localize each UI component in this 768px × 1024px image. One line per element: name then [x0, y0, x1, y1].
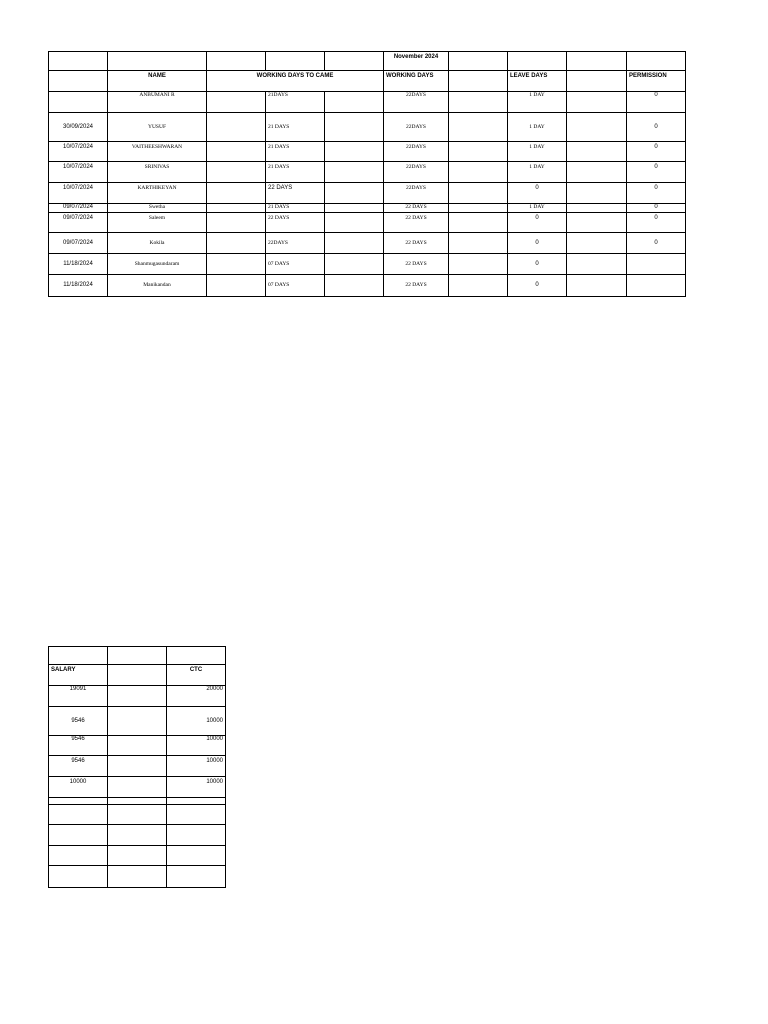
row-leave-days: 0 — [508, 233, 567, 254]
row-ctc: 10000 — [167, 707, 226, 736]
row-ctc: 10000 — [167, 736, 226, 756]
row-salary — [49, 805, 108, 825]
header-row — [49, 71, 686, 92]
row-name: KARTHIKEYAN — [108, 183, 207, 204]
salary-header-row — [49, 665, 226, 686]
row-name: SRINIVAS — [108, 162, 207, 183]
row-date: 30/09/2024 — [49, 113, 108, 142]
table-row — [49, 777, 226, 798]
row-date: 10/07/2024 — [49, 142, 108, 162]
row-days-came: 07 DAYS — [266, 275, 325, 297]
row-date: 11/18/2024 — [49, 254, 108, 275]
table-row — [49, 254, 686, 275]
table-row — [49, 798, 226, 805]
table-row — [49, 142, 686, 162]
row-salary: 9546 — [49, 756, 108, 777]
row-salary — [49, 798, 108, 805]
table-row — [49, 805, 226, 825]
row-name: Manikandan — [108, 275, 207, 297]
row-date: 10/07/2024 — [49, 162, 108, 183]
row-working-days: 22DAYS — [384, 162, 449, 183]
row-salary: 10000 — [49, 777, 108, 798]
row-ctc: 10000 — [167, 756, 226, 777]
header-salary: SALARY — [49, 665, 108, 686]
row-working-days: 22 DAYS — [384, 204, 449, 213]
header-working-days: WORKING DAYS — [384, 71, 449, 92]
table-row — [49, 183, 686, 204]
row-date — [49, 92, 108, 113]
row-leave-days: 1 DAY — [508, 204, 567, 213]
header-name: NAME — [108, 71, 207, 92]
row-name: Saleem — [108, 213, 207, 233]
title-row — [49, 52, 686, 71]
row-leave-days: 0 — [508, 254, 567, 275]
row-date: 09/07/2024 — [49, 233, 108, 254]
header-ctc: CTC — [167, 665, 226, 686]
row-leave-days: 0 — [508, 213, 567, 233]
row-days-came: 22DAYS — [266, 233, 325, 254]
row-working-days: 22DAYS — [384, 113, 449, 142]
table-row — [49, 736, 226, 756]
table-row — [49, 707, 226, 736]
table-row — [49, 825, 226, 846]
row-salary — [49, 846, 108, 866]
row-days-came: 21 DAYS — [266, 142, 325, 162]
row-permission: 0 — [627, 213, 686, 233]
row-leave-days: 1 DAY — [508, 142, 567, 162]
table-row — [49, 275, 686, 297]
row-name: YUSUF — [108, 113, 207, 142]
row-working-days: 22DAYS — [384, 183, 449, 204]
row-salary: 19091 — [49, 686, 108, 707]
row-permission: 0 — [627, 142, 686, 162]
row-leave-days: 1 DAY — [508, 162, 567, 183]
attendance-table — [48, 51, 686, 297]
row-permission: 0 — [627, 183, 686, 204]
row-ctc — [167, 798, 226, 805]
row-permission — [627, 254, 686, 275]
row-leave-days: 1 DAY — [508, 92, 567, 113]
table-row — [49, 162, 686, 183]
row-date: 11/18/2024 — [49, 275, 108, 297]
row-permission: 0 — [627, 233, 686, 254]
row-ctc — [167, 846, 226, 866]
table-row — [49, 846, 226, 866]
month-title: November 2024 — [384, 52, 449, 71]
row-salary: 9546 — [49, 707, 108, 736]
row-leave-days: 0 — [508, 275, 567, 297]
table-row — [49, 756, 226, 777]
table-row — [49, 233, 686, 254]
row-salary — [49, 825, 108, 846]
row-days-came: 07 DAYS — [266, 254, 325, 275]
row-working-days: 22DAYS — [384, 92, 449, 113]
row-salary — [49, 866, 108, 888]
row-name: Kokila — [108, 233, 207, 254]
header-leave-days: LEAVE DAYS — [508, 71, 567, 92]
table-row — [49, 113, 686, 142]
row-leave-days: 1 DAY — [508, 113, 567, 142]
row-working-days: 22 DAYS — [384, 213, 449, 233]
table-row — [49, 866, 226, 888]
table-row — [49, 686, 226, 707]
salary-table — [48, 646, 226, 888]
row-ctc — [167, 866, 226, 888]
row-ctc — [167, 805, 226, 825]
row-ctc — [167, 825, 226, 846]
salary-blank-row — [49, 647, 226, 665]
row-date: 10/07/2024 — [49, 183, 108, 204]
row-working-days: 22DAYS — [384, 142, 449, 162]
row-name: VAITHEESHWARAN — [108, 142, 207, 162]
row-days-came: 21 DAYS — [266, 204, 325, 213]
row-ctc: 10000 — [167, 777, 226, 798]
row-working-days: 22 DAYS — [384, 275, 449, 297]
row-working-days: 22 DAYS — [384, 233, 449, 254]
row-leave-days: 0 — [508, 183, 567, 204]
row-permission: 0 — [627, 162, 686, 183]
row-days-came: 21 DAYS — [266, 162, 325, 183]
header-working-days-came: WORKING DAYS TO CAME — [207, 71, 384, 92]
row-days-came: 21DAYS — [266, 92, 325, 113]
row-name: ANBUMANI R — [108, 92, 207, 113]
header-permission: PERMISSION — [627, 71, 686, 92]
table-row — [49, 92, 686, 113]
row-permission: 0 — [627, 92, 686, 113]
row-name: Shanmugasundaram — [108, 254, 207, 275]
row-date: 09/07/2024 — [49, 213, 108, 233]
row-ctc: 20000 — [167, 686, 226, 707]
row-working-days: 22 DAYS — [384, 254, 449, 275]
row-date: 09/07/2024 — [49, 204, 108, 213]
row-name: Swetha — [108, 204, 207, 213]
row-days-came: 22 DAYS — [266, 183, 325, 204]
row-permission: 0 — [627, 204, 686, 213]
row-permission: 0 — [627, 113, 686, 142]
table-row — [49, 204, 686, 213]
row-permission — [627, 275, 686, 297]
table-row — [49, 213, 686, 233]
row-days-came: 22 DAYS — [266, 213, 325, 233]
row-salary: 9546 — [49, 736, 108, 756]
row-days-came: 21 DAYS — [266, 113, 325, 142]
